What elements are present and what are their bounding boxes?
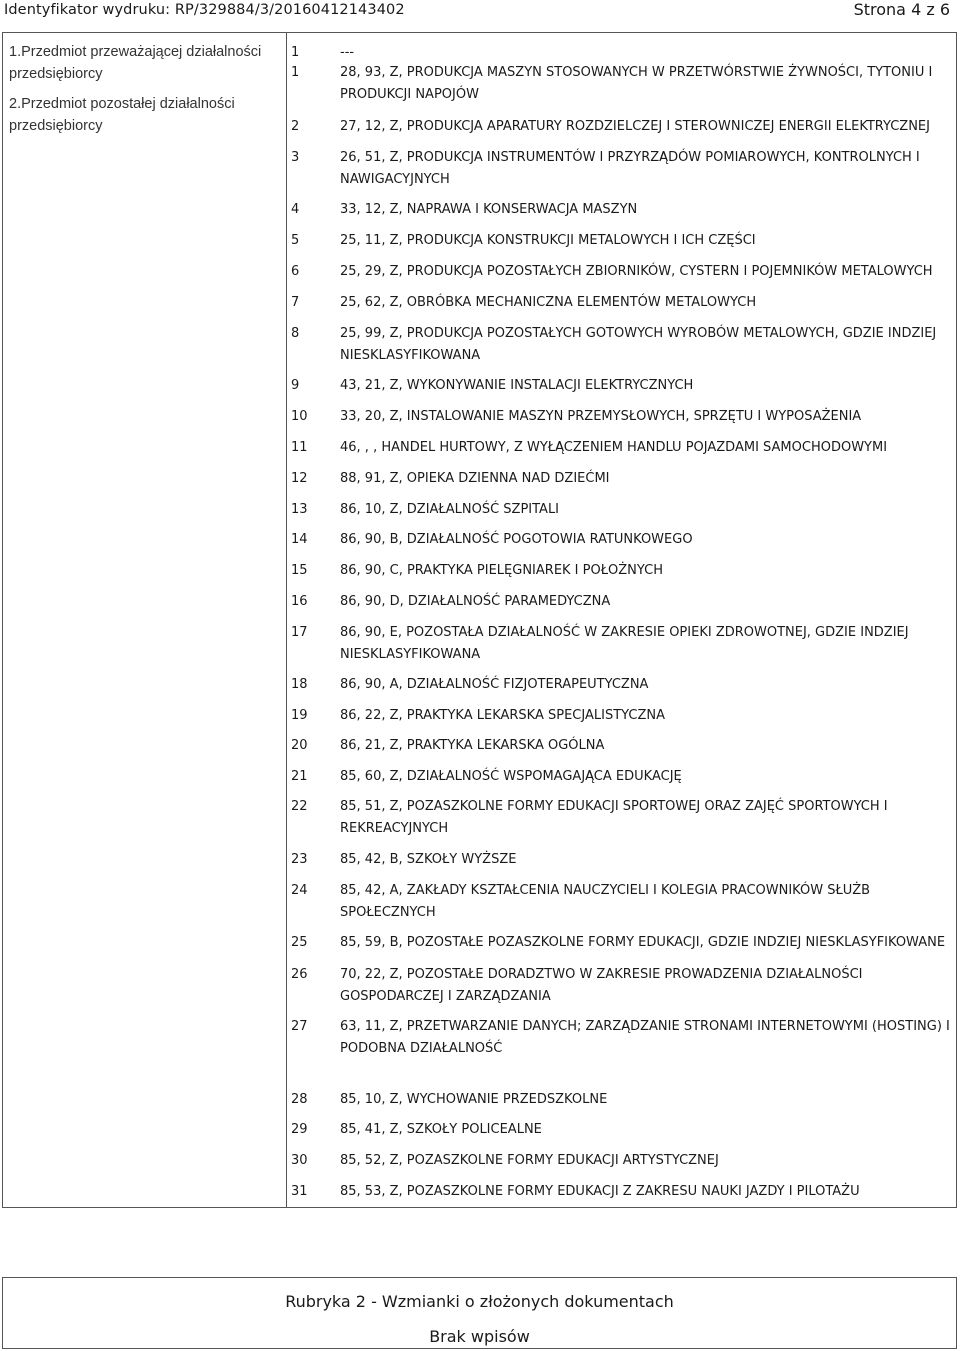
row-text: 85, 53, Z, POZASZKOLNE FORMY EDUKACJI Z ZAKRESU NAUKI JAZDY I PILOTAŻU — [340, 1184, 860, 1199]
row-text: 25, 11, Z, PRODUKCJA KONSTRUKCJI METALOWYCH I ICH CZĘŚCI — [340, 233, 756, 248]
row-number: 4 — [291, 202, 300, 217]
row-text: 85, 41, Z, SZKOŁY POLICEALNE — [340, 1122, 542, 1137]
other-activity-label: 2.Przedmiot pozostałej działalności przedsiębiorcy — [9, 96, 235, 134]
rubryka-title: Rubryka 2 - Wzmianki o złożonych dokumentach — [285, 1292, 674, 1311]
row-number: 28 — [291, 1092, 308, 1107]
row-text: 86, 90, C, PRAKTYKA PIELĘGNIAREK I POŁOŻNYCH — [340, 563, 663, 578]
row-text: 25, 62, Z, OBRÓBKA MECHANICZNA ELEMENTÓW METALOWYCH — [340, 295, 757, 310]
row-number: 20 — [291, 738, 308, 753]
row-number: 9 — [291, 378, 300, 393]
row-number: 15 — [291, 563, 308, 578]
row-text: 70, 22, Z, POZOSTAŁE DORADZTWO W ZAKRESIE PROWADZENIA DZIAŁALNOŚCI GOSPODARCZEJ I ZARZĄDZANIA — [340, 967, 863, 1004]
row-text: 85, 42, B, SZKOŁY WYŻSZE — [340, 852, 517, 867]
row-number: 27 — [291, 1019, 308, 1034]
row-number: 11 — [291, 440, 308, 455]
row-number: 25 — [291, 935, 308, 950]
column-divider — [286, 33, 287, 1207]
row-number: 26 — [291, 967, 308, 982]
row-text: 43, 21, Z, WYKONYWANIE INSTALACJI ELEKTRYCZNYCH — [340, 378, 694, 393]
row-text: 63, 11, Z, PRZETWARZANIE DANYCH; ZARZĄDZANIE STRONAMI INTERNETOWYMI (HOSTING) I PODOBNA DZIAŁALNOŚĆ — [340, 1019, 950, 1056]
row-text: 85, 60, Z, DZIAŁALNOŚĆ WSPOMAGAJĄCA EDUKACJĘ — [340, 769, 682, 784]
row-text: 33, 20, Z, INSTALOWANIE MASZYN PRZEMYSŁOWYCH, SPRZĘTU I WYPOSAŻENIA — [340, 409, 862, 424]
row-number: 13 — [291, 502, 308, 517]
row-number: 19 — [291, 708, 308, 723]
row-text: 86, 90, D, DZIAŁALNOŚĆ PARAMEDYCZNA — [340, 594, 611, 609]
row-number: 23 — [291, 852, 308, 867]
row-text: 88, 91, Z, OPIEKA DZIENNA NAD DZIEĆMI — [340, 471, 610, 486]
row-number: 30 — [291, 1153, 308, 1168]
row-number: 22 — [291, 799, 308, 814]
row-number: 7 — [291, 295, 300, 310]
row-text: 28, 93, Z, PRODUKCJA MASZYN STOSOWANYCH W PRZETWÓRSTWIE ŻYWNOŚCI, TYTONIU I PRODUKCJI NAPOJÓW — [340, 65, 933, 102]
row-text: 86, 21, Z, PRAKTYKA LEKARSKA OGÓLNA — [340, 738, 605, 753]
main-activity-label: 1.Przedmiot przeważającej działalności przedsiębiorcy — [9, 44, 262, 82]
row-number: 8 — [291, 326, 300, 341]
row-number: 29 — [291, 1122, 308, 1137]
row-number: 6 — [291, 264, 300, 279]
row-number: 3 — [291, 150, 300, 165]
row-number: 2 — [291, 119, 300, 134]
row-text: 86, 90, A, DZIAŁALNOŚĆ FIZJOTERAPEUTYCZNA — [340, 677, 649, 692]
row-number: 18 — [291, 677, 308, 692]
row-text: 26, 51, Z, PRODUKCJA INSTRUMENTÓW I PRZYRZĄDÓW POMIAROWYCH, KONTROLNYCH I NAWIGACYJNYCH — [340, 150, 920, 187]
no-entries-text: Brak wpisów — [429, 1327, 530, 1346]
row-number: 24 — [291, 883, 308, 898]
page-number: Strona 4 z 6 — [853, 0, 950, 19]
row-text: 86, 90, E, POZOSTAŁA DZIAŁALNOŚĆ W ZAKRESIE OPIEKI ZDROWOTNEJ, GDZIE INDZIEJ NIESKLASYFIKOWANA — [340, 625, 909, 662]
row-text: --- — [340, 45, 355, 60]
row-number: 31 — [291, 1184, 308, 1199]
row-number: 16 — [291, 594, 308, 609]
row-text: 86, 10, Z, DZIAŁALNOŚĆ SZPITALI — [340, 502, 560, 517]
row-text: 85, 52, Z, POZASZKOLNE FORMY EDUKACJI ARTYSTYCZNEJ — [340, 1153, 719, 1168]
row-number: 5 — [291, 233, 300, 248]
row-text: 85, 42, A, ZAKŁADY KSZTAŁCENIA NAUCZYCIELI I KOLEGIA PRACOWNIKÓW SŁUŻB SPOŁECZNYCH — [340, 883, 871, 920]
row-number: 1 — [291, 65, 300, 80]
row-text: 86, 22, Z, PRAKTYKA LEKARSKA SPECJALISTYCZNA — [340, 708, 665, 723]
print-identifier: Identyfikator wydruku: RP/329884/3/20160412143402 — [4, 2, 405, 18]
row-text: 27, 12, Z, PRODUKCJA APARATURY ROZDZIELCZEJ I STEROWNICZEJ ENERGII ELEKTRYCZNEJ — [340, 119, 930, 134]
row-text: 85, 59, B, POZOSTAŁE POZASZKOLNE FORMY EDUKACJI, GDZIE INDZIEJ NIESKLASYFIKOWANE — [340, 935, 946, 950]
row-text: 46, , , HANDEL HURTOWY, Z WYŁĄCZENIEM HANDLU POJAZDAMI SAMOCHODOWYMI — [340, 440, 888, 455]
row-number: 17 — [291, 625, 308, 640]
row-text: 25, 99, Z, PRODUKCJA POZOSTAŁYCH GOTOWYCH WYROBÓW METALOWYCH, GDZIE INDZIEJ NIESKLASYFIKOWANA — [340, 326, 937, 363]
row-number: 12 — [291, 471, 308, 486]
row-number: 21 — [291, 769, 308, 784]
rubryka-2-box — [2, 1277, 957, 1349]
row-text: 25, 29, Z, PRODUKCJA POZOSTAŁYCH ZBIORNIKÓW, CYSTERN I POJEMNIKÓW METALOWYCH — [340, 264, 933, 279]
row-number: 1 — [291, 45, 300, 60]
row-text: 33, 12, Z, NAPRAWA I KONSERWACJA MASZYN — [340, 202, 638, 217]
activity-table — [2, 32, 957, 1208]
row-number: 10 — [291, 409, 308, 424]
print-header — [0, 0, 960, 24]
row-text: 85, 10, Z, WYCHOWANIE PRZEDSZKOLNE — [340, 1092, 608, 1107]
row-text: 85, 51, Z, POZASZKOLNE FORMY EDUKACJI SPORTOWEJ ORAZ ZAJĘĆ SPORTOWYCH I REKREACYJNYCH — [340, 799, 888, 836]
row-number: 14 — [291, 532, 308, 547]
row-text: 86, 90, B, DZIAŁALNOŚĆ POGOTOWIA RATUNKOWEGO — [340, 532, 693, 547]
